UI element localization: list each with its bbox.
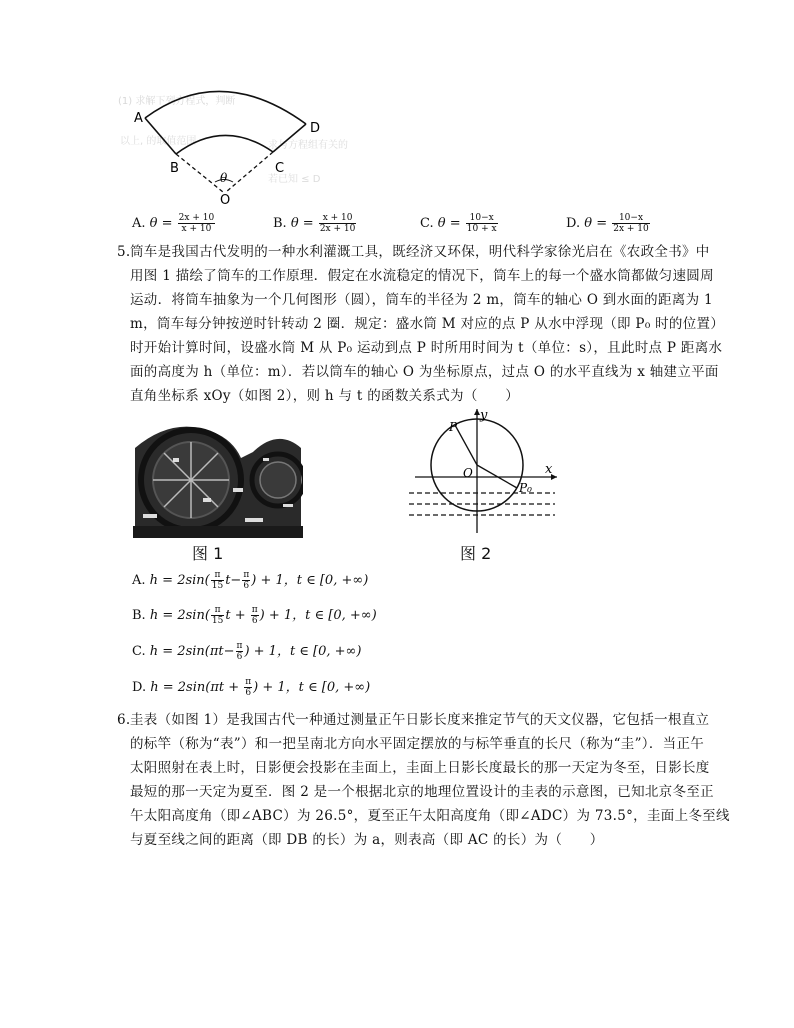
waterwheel-photo	[133, 418, 303, 538]
q4-d-fraction: $\frac{10-x}{2x + 10}$	[613, 213, 649, 234]
fig1-caption: 图 1	[192, 544, 224, 563]
label-b: B	[170, 161, 179, 176]
q5-option-a[interactable]: A. h = 2sin( $\frac{\pi}{15}$ t− $\frac{\pi}{6}$ ) + 1，t ∈ [0, +∞)	[132, 570, 369, 591]
label-theta: θ	[220, 171, 228, 185]
q4-option-d[interactable]: D. θ = $\frac{10-x}{2x + 10}$	[566, 213, 649, 234]
label-o: O	[220, 193, 231, 208]
q5-number: 5.	[117, 244, 131, 260]
q4-a-fraction: $\frac{2x + 10}{x + 10}$	[178, 213, 215, 234]
q6-line: 太阳照射在表上时，日影便会投影在圭面上，圭面上日影长度最长的那一天定为冬至，日影长度	[130, 760, 710, 776]
sector-figure	[118, 84, 348, 208]
q5-line: 用图 1 描绘了筒车的工作原理．假定在水流稳定的情况下，筒车上的每一个盛水筒都做匀速圆周	[130, 268, 714, 284]
fig2-label-p: P	[449, 420, 458, 434]
fig2-label-y: y	[480, 408, 488, 423]
q5-option-b[interactable]: B. h = 2sin( $\frac{\pi}{15}$ t + $\frac{\pi}{6}$ ) + 1，t ∈ [0, +∞)	[132, 605, 377, 626]
dashed-radius-right	[226, 152, 273, 192]
fig2-caption: 图 2	[460, 544, 492, 563]
q5-line: 面的高度为 h（单位：m）．若以筒车的轴心 O 为坐标原点，过点 O 的水平直线为 x 轴建立平面	[130, 364, 719, 380]
q4-option-c[interactable]: C. θ = $\frac{10-x}{10 + x}$	[420, 213, 497, 234]
q6-stem	[130, 708, 730, 852]
q5-b-fraction-2: $\frac{\pi}{6}$	[251, 605, 258, 626]
q5-line: 运动．将筒车抽象为一个几何图形（圆），筒车的半径为 2 m，筒车的轴心 O 到水面的距离为 1	[130, 292, 713, 308]
faded-text: 求与方程组有关的	[268, 140, 348, 151]
q6-line: 圭表（如图 1）是我国古代一种通过测量正午日影长度来推定节气的天文仪器，它包括一根直立	[130, 712, 710, 728]
q4-option-b[interactable]: B. θ = $\frac{x + 10}{2x + 10}$	[273, 213, 356, 234]
q6-line: 最短的那一天定为夏至．图 2 是一个根据北京的地理位置设计的圭表的示意图，已知北京冬至正	[130, 784, 714, 800]
coordinate-figure	[405, 405, 565, 535]
faded-text: (1) 求解下列方程式，判断	[118, 96, 236, 107]
dashed-radius-left	[176, 154, 223, 192]
fig2-label-p0: P₀	[519, 481, 532, 495]
fig2-label-x: x	[545, 462, 553, 477]
label-c: C	[275, 161, 285, 176]
q4-option-a[interactable]: A. θ = $\frac{2x + 10}{x + 10}$	[132, 213, 215, 234]
q5-line: m，筒车每分钟按逆时针转动 2 圈．规定：盛水筒 M 对应的点 P 从水中浮现（即 P₀ 时的位置）	[130, 316, 725, 332]
q5-d-fraction: $\frac{\pi}{6}$	[245, 677, 252, 698]
q5-option-c[interactable]: C. h = 2sin(πt− $\frac{\pi}{6}$ ) + 1，t ∈ [0, +∞)	[132, 641, 362, 662]
q4-c-fraction: $\frac{10-x}{10 + x}$	[466, 213, 497, 234]
q5-option-d[interactable]: D. h = 2sin(πt + $\frac{\pi}{6}$ ) + 1，t ∈ [0, +∞)	[132, 677, 371, 698]
q5-c-fraction: $\frac{\pi}{6}$	[236, 641, 243, 662]
q6-line: 午太阳高度角（即∠ABC）为 26.5°，夏至正午太阳高度角（即∠ADC）为 73.5°，圭面上冬至线	[130, 808, 730, 824]
q5-a-fraction-1: $\frac{\pi}{15}$	[211, 570, 224, 591]
label-a: A	[134, 111, 143, 126]
label-d: D	[310, 121, 321, 136]
q6-line: 的标竿（称为“表”）和一把呈南北方向水平固定摆放的与标竿垂直的长尺（称为“圭”）．当正午	[130, 736, 705, 752]
q5-b-fraction-1: $\frac{\pi}{15}$	[211, 605, 224, 626]
q5-line: 筒车是我国古代发明的一种水利灌溉工具，既经济又环保，明代科学家徐光启在《农政全书》中	[130, 244, 710, 260]
q5-line: 直角坐标系 xOy（如图 2），则 h 与 t 的函数关系式为（ ）	[130, 388, 520, 404]
fig2-label-o: O	[463, 466, 473, 480]
q5-stem	[130, 240, 724, 408]
faded-text: 以上, 的取值范围	[120, 136, 197, 147]
faded-text: 若已知 ≤ D	[268, 174, 321, 185]
q5-line: 时开始计算时间，设盛水筒 M 从 P₀ 运动到点 P 时所用时间为 t（单位：s），且此时点 P 距离水	[130, 340, 723, 356]
q4-b-fraction: $\frac{x + 10}{2x + 10}$	[319, 213, 356, 234]
q5-a-fraction-2: $\frac{\pi}{6}$	[243, 570, 250, 591]
q6-number: 6.	[117, 712, 131, 728]
q6-line: 与夏至线之间的距离（即 DB 的长）为 a，则表高（即 AC 的长）为（ ）	[130, 832, 604, 848]
